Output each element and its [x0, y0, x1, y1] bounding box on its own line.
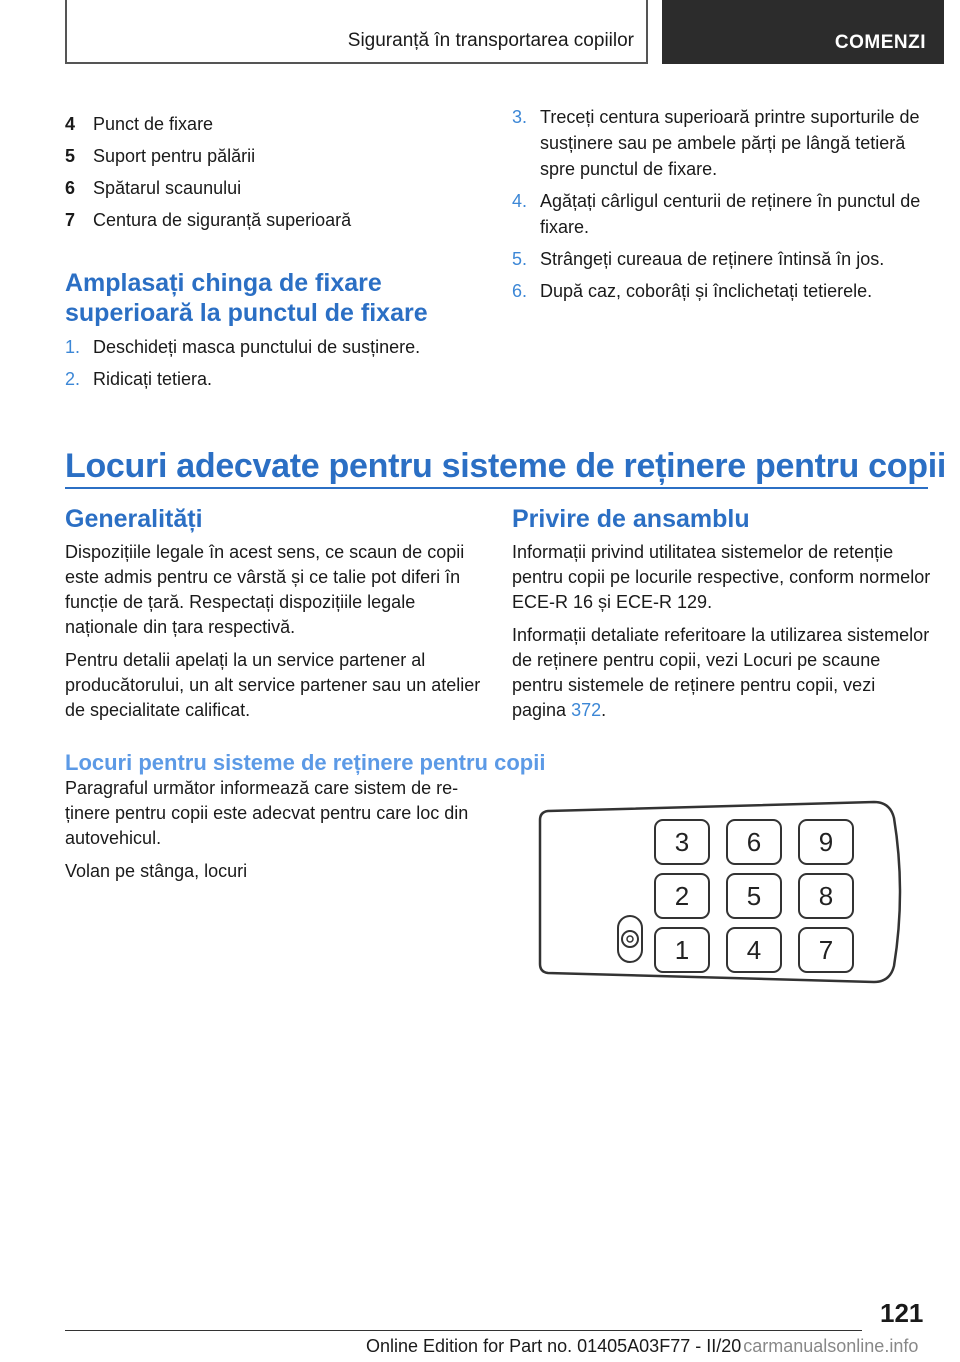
seat-number: 8 [818, 881, 834, 911]
footer-rule [65, 1330, 862, 1331]
seats-section [65, 776, 485, 892]
header-section-label: COMENZI [834, 32, 926, 53]
step-item: 5. Strângeți cureaua de reținere întinsă în jos. [512, 249, 885, 269]
general-paragraph: Dispozițiile legale în acest sens, ce scaun de copii este admis pentru ce vârstă și ce talie pot diferi în funcție de țară. Respectați dispozițiile legale naționale din țara respectivă. [65, 542, 465, 637]
seat-diagram [530, 798, 930, 986]
seat-number: 2 [674, 881, 690, 911]
overview-paragraph: Informații detaliate referitoare la utilizarea sistemelor de reținere pentru copii, vezi Locuri pe scaune pentru sistemele de reținere pentru copii, vezi pagina 372. [512, 625, 930, 720]
overview-paragraph: Informații privind utilitatea sistemelor de retenție pentru copii pe locurile respective, conform normelor ECE-R 16 și ECE-R 129. [512, 542, 931, 612]
page-link[interactable]: 372 [571, 700, 602, 720]
legend-item: 7 Centura de siguranță superioară [65, 210, 352, 230]
step-item: 4. Agățați cârligul centurii de reținere în punctul de fixare. [512, 191, 921, 237]
footer-edition: Online Edition for Part no. 01405A03F77 - II/20 carmanualsonline.info [366, 1336, 919, 1356]
header-title-box [65, 0, 648, 64]
main-heading: Locuri adecvate pentru sisteme de reținere pentru copii [65, 447, 946, 485]
steps-right [512, 104, 932, 310]
seat-number: 6 [746, 827, 762, 857]
header-title: Siguranță în transportarea copiilor [347, 30, 634, 51]
general-section [65, 504, 485, 731]
step-item: 1. Deschideți masca punctului de susținere. [65, 337, 421, 357]
general-heading: Generalități [65, 505, 203, 533]
legend-item: 4 Punct de fixare [65, 114, 214, 134]
step-item: 6. După caz, coborâți și înclichetați tetierele. [512, 281, 873, 301]
legend-item: 6 Spătarul scaunului [65, 178, 242, 198]
step-item: 3. Treceți centura superioară printre suporturile de susținere sau pe ambele părți pe lângă tetieră spre punctul de fixare. [512, 107, 920, 179]
page-number: 121 [880, 1298, 924, 1328]
section1 [65, 268, 485, 398]
section1-heading-line2: superioară la punctul de fixare [65, 299, 428, 327]
overview-heading: Privire de ansamblu [512, 505, 750, 533]
footer-watermark: carmanualsonline.info [743, 1336, 919, 1356]
header-section-tab[interactable] [662, 0, 944, 64]
seat-number: 7 [818, 935, 834, 965]
legend-list [65, 111, 485, 239]
seats-heading: Locuri pentru sisteme de reținere pentru copii [65, 750, 546, 775]
seat-grid [655, 820, 853, 972]
seat-number: 5 [746, 881, 762, 911]
step-item: 2. Ridicați tetiera. [65, 369, 213, 389]
seats-paragraph: Paragraful următor informează care sistem de reținere pentru copii este adecvat pentru care loc din autovehicul. [65, 778, 469, 848]
general-paragraph: Pentru detalii apelați la un service partener al producătorului, un alt service partener sau un atelier de specialitate calificat. [65, 650, 481, 720]
overview-section [512, 504, 932, 731]
steering-wheel-icon [618, 916, 642, 962]
seat-number: 3 [674, 827, 690, 857]
heading-rule [65, 487, 928, 489]
vehicle-outline [540, 802, 900, 982]
seat-number: 9 [818, 827, 834, 857]
section1-heading-line1: Amplasați chinga de fixare [65, 269, 382, 297]
seat-number: 1 [674, 935, 690, 965]
seats-paragraph: Volan pe stânga, locuri [65, 861, 248, 881]
legend-item: 5 Suport pentru pălării [65, 146, 256, 166]
seat-number: 4 [746, 935, 762, 965]
